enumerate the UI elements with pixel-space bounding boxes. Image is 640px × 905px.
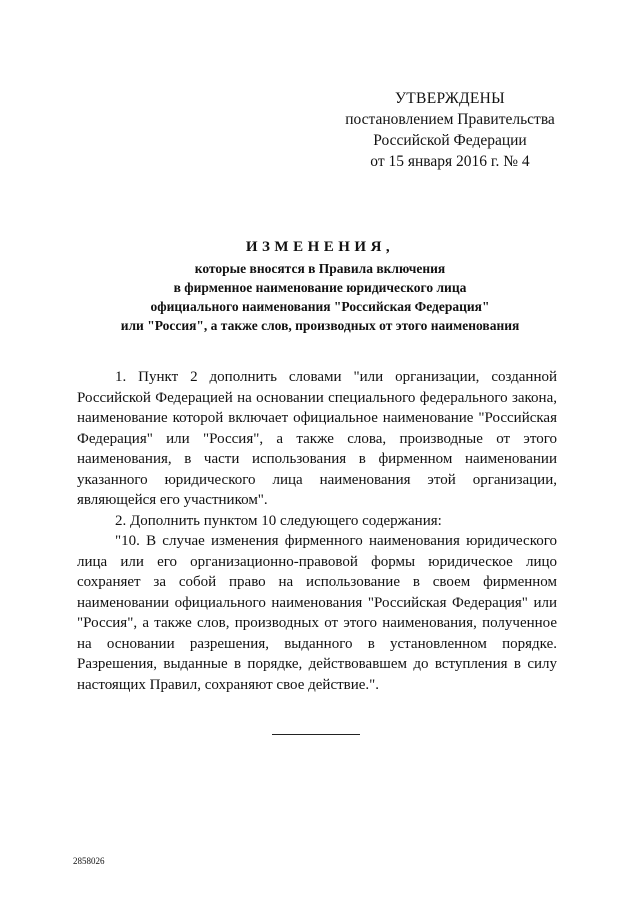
heading-line-3: официального наименования "Российская Федерация"	[150, 299, 490, 314]
approval-line-date: от 15 января 2016 г. № 4	[370, 153, 530, 170]
end-divider	[272, 734, 360, 735]
heading-line-4: или "Россия", а также слов, производных от этого наименования	[120, 318, 520, 333]
approval-line-decree: постановлением Правительства	[345, 111, 555, 128]
document-title: ИЗМЕНЕНИЯ,	[245, 239, 395, 255]
approval-title: УТВЕРЖДЕНЫ	[395, 90, 505, 107]
document-heading	[40, 238, 600, 335]
heading-line-1: которые вносятся в Правила включения	[194, 261, 446, 276]
paragraph-3: "10. В случае изменения фирменного наименования юридического лица или его организационно-правовой формы юридическое лицо сохраняет за собой право на использование в своем фирменном наименовании официального наименования "Российская Федерация" или "Россия", а также слов, производных от этого наименования, полученное на основании разрешения, выданного в установленном порядке. Разрешения, выданные в порядке, действовавшем до вступления в силу настоящих Правил, сохраняют свое действие.".	[77, 533, 557, 693]
paragraph-2: 2. Дополнить пунктом 10 следующего содержания:	[115, 512, 442, 529]
heading-line-2: в фирменное наименование юридического лица	[173, 280, 467, 295]
approval-block	[330, 88, 570, 172]
paragraph-1: 1. Пункт 2 дополнить словами "или организации, созданной Российской Федерацией на основании специального федерального закона, наименование которой включает официальное наименование "Российская Федерация" или "Россия", а также слова, производные от этого наименования, в части использования в фирменном наименовании указанного юридического лица наименования этой организации, являющейся его участником".	[77, 369, 557, 508]
document-body	[77, 367, 557, 695]
document-number: 2858026	[73, 856, 105, 866]
approval-line-federation: Российской Федерации	[373, 132, 527, 149]
